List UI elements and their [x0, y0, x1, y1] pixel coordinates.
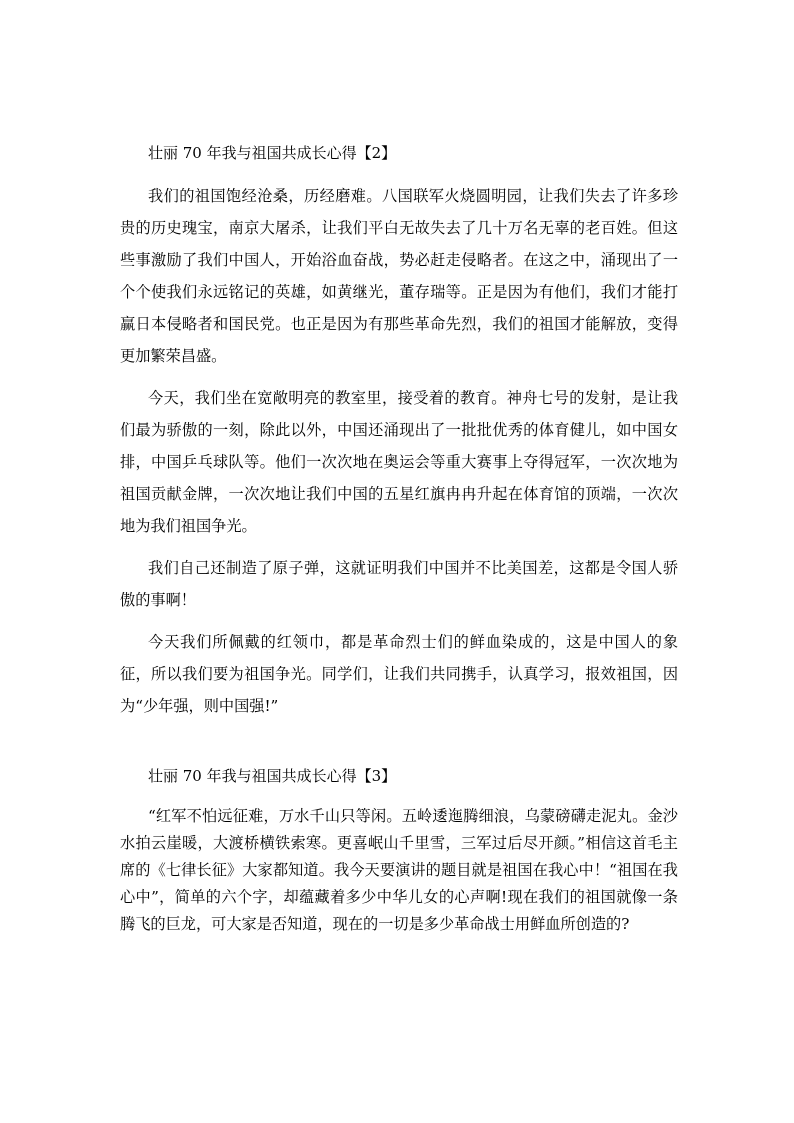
paragraph: “红军不怕远征难，万水千山只等闲。五岭逶迤腾细浪，乌蒙磅礴走泥丸。金沙水拍云崖暖，大渡桥横铁索寒。更喜岷山千里雪，三军过后尽开颜。”相信这首毛主席的《七律长征》大家都知道。我今天要演讲的题目就是祖国在我心中！“祖国在我心中”，简单的六个字，却蕴藏着多少中华儿女的心声啊!现在我们的祖国就像一条腾飞的巨龙，可大家是否知道，现在的一切是多少革命战士用鲜血所创造的? [120, 807, 678, 933]
essay-section-3 [120, 761, 678, 948]
paragraph: 今天我们所佩戴的红领巾，都是革命烈士们的鲜血染成的，这是中国人的象征，所以我们要为祖国争光。同学们，让我们共同携手，认真学习，报效祖国，因为“少年强，则中国强!” [120, 633, 678, 715]
essay-section-2 [120, 138, 678, 732]
paragraph: 我们自己还制造了原子弹，这就证明我们中国并不比美国差，这都是令国人骄傲的事啊！ [120, 559, 678, 609]
paragraph: 今天，我们坐在宽敞明亮的教室里，接受着的教育。神舟七号的发射，是让我们最为骄傲的一刻，除此以外，中国还涌现出了一批批优秀的体育健儿，如中国女排，中国乒乓球队等。他们一次次地在奥运会等重大赛事上夺得冠军，一次次地为祖国贡献金牌，一次次地让我们中国的五星红旗冉冉升起在体育馆的顶端，一次次地为我们祖国争光。 [120, 389, 678, 535]
section-title: 壮丽 70 年我与祖国共成长心得【2】 [148, 144, 397, 162]
section-title: 壮丽 70 年我与祖国共成长心得【3】 [148, 767, 397, 785]
paragraph: 我们的祖国饱经沧桑，历经磨难。八国联军火烧圆明园，让我们失去了许多珍贵的历史瑰宝，南京大屠杀，让我们平白无故失去了几十万名无辜的老百姓。但这些事激励了我们中国人，开始浴血奋战，势必赶走侵略者。在这之中，涌现出了一个个使我们永远铭记的英雄，如黄继光，董存瑞等。正是因为有他们，我们才能打赢日本侵略者和国民党。也正是因为有那些革命先烈，我们的祖国才能解放，变得更加繁荣昌盛。 [120, 187, 678, 365]
